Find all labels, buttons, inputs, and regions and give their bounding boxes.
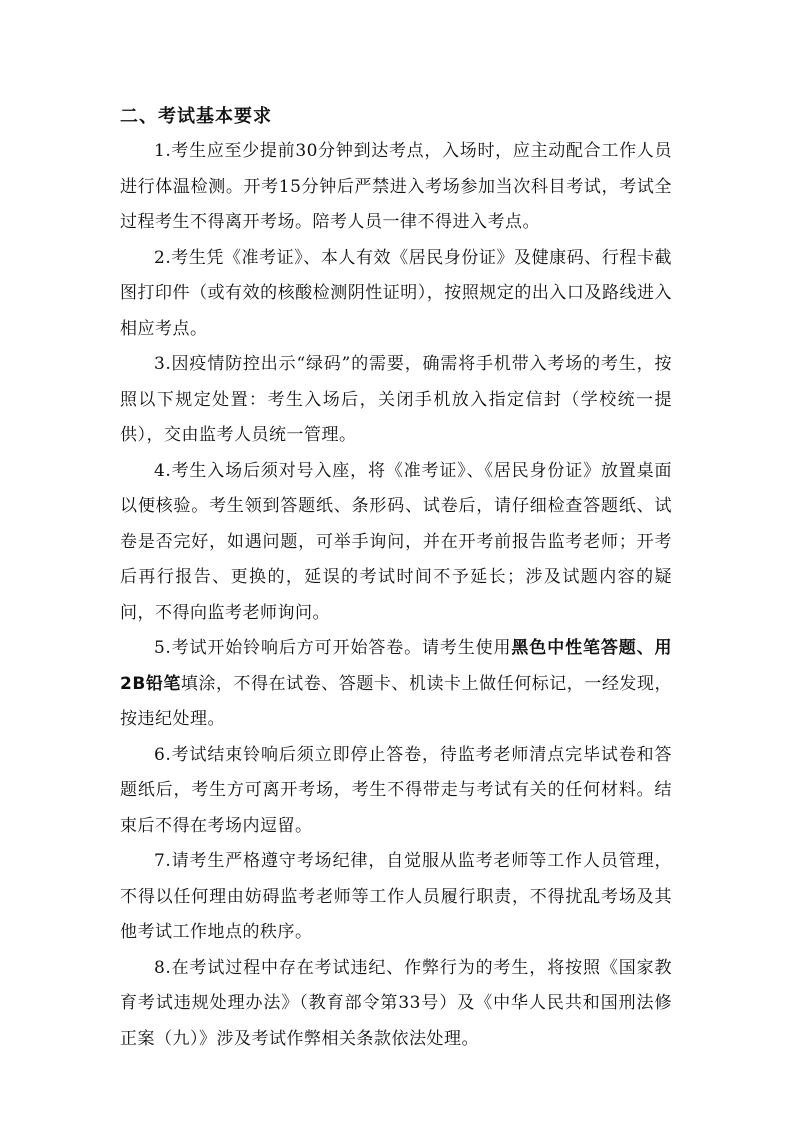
requirement-4: 4.考生入场后须对号入座，将《准考证》、《居民身份证》放置桌面以便核验。考生领到答题纸、条形码、试卷后，请仔细检查答题纸、试卷是否完好，如遇问题，可举手询问，并在开考前报告监考老师；开考后再行报告、更换的，延误的考试时间不予延长；涉及试题内容的疑问，不得向监考老师询问。 xyxy=(120,460,672,623)
requirement-2: 2.考生凭《准考证》、本人有效《居民身份证》及健康码、行程卡截图打印件（或有效的核酸检测阴性证明），按照规定的出入口及路线进入相应考点。 xyxy=(120,247,672,339)
requirement-3: 3.因疫情防控出示“绿码”的需要，确需将手机带入考场的考生，按照以下规定处置：考生入场后，关闭手机放入指定信封（学校统一提供），交由监考人员统一管理。 xyxy=(120,354,672,445)
document-page xyxy=(120,100,672,1057)
requirement-8: 8.在考试过程中存在考试违纪、作弊行为的考生，将按照《国家教育考试违规处理办法》（教育部令第33号）及《中华人民共和国刑法修正案（九）》涉及考试作弊相关条款依法处理。 xyxy=(120,957,672,1049)
requirement-6: 6.考试结束铃响后须立即停止答卷，待监考老师清点完毕试卷和答题纸后，考生方可离开考场，考生不得带走与考试有关的任何材料。结束后不得在考场内逗留。 xyxy=(120,744,672,836)
requirement-5-bold-text: 黑色中性笔答题、用2B铅笔 xyxy=(120,638,672,694)
requirement-5-text-after: 填涂，不得在试卷、答题卡、机读卡上做任何标记，一经发现，按违纪处理。 xyxy=(120,673,673,729)
requirement-5-text-before: 5.考试开始铃响后方可开始答卷。请考生使用 xyxy=(154,638,512,658)
requirement-5 xyxy=(120,631,672,738)
section-title: 二、考试基本要求 xyxy=(120,106,272,127)
requirement-7: 7.请考生严格遵守考场纪律，自觉服从监考老师等工作人员管理，不得以任何理由妨碍监考老师等工作人员履行职责，不得扰乱考场及其他考试工作地点的秩序。 xyxy=(120,851,672,942)
requirement-1: 1.考生应至少提前30分钟到达考点，入场时，应主动配合工作人员进行体温检测。开考15分钟后严禁进入考场参加当次科目考试，考试全过程考生不得离开考场。陪考人员一律不得进入考点。 xyxy=(120,141,672,232)
